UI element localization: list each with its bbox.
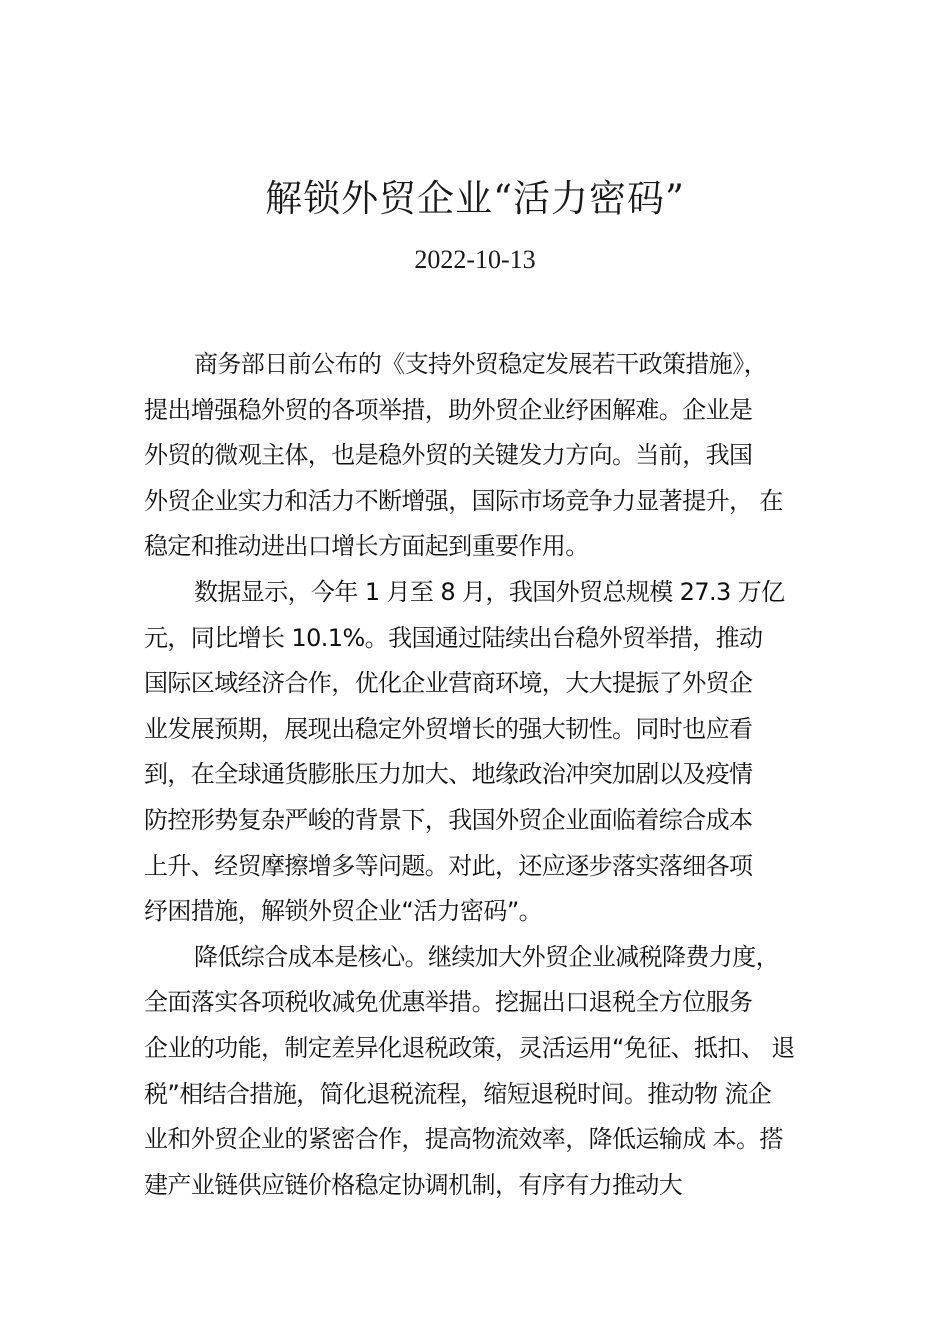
paragraph-line: 稳定和推动进出口增长方面起到重要作用。 <box>144 532 589 561</box>
paragraph-line: 外贸的微观主体，也是稳外贸的关键发力方向。当前，我国 <box>144 441 753 470</box>
paragraph-line: 外贸企业实力和活力不断增强，国际市场竞争力显著提升， 在 <box>144 486 783 515</box>
article-date: 2022-10-13 <box>414 245 536 274</box>
paragraph-line: 防控形势复杂严峻的背景下，我国外贸企业面临着综合成本 <box>144 805 753 834</box>
paragraph-line: 业和外贸企业的紧密合作，提高物流效率，降低运输成 本。搭 <box>144 1125 783 1154</box>
paragraph-line: 元，同比增长 10.1%。我国通过陆续出台稳外贸举措，推动 <box>144 623 763 652</box>
paragraph-3 <box>144 935 834 1209</box>
paragraph-line: 商务部日前公布的《支持外贸稳定发展若干政策措施》， <box>194 350 767 378</box>
paragraph-line: 税”相结合措施，简化退税流程，缩短退税时间。推动物 流企 <box>144 1079 772 1108</box>
paragraph-line: 业发展预期，展现出稳定外贸增长的强大韧性。同时也应看 <box>144 714 753 743</box>
paragraph-line: 数据显示，今年 1 月至 8 月，我国外贸总规模 27.3 万亿 <box>194 577 785 606</box>
paragraph-line: 到，在全球通货膨胀压力加大、地缘政治冲突加剧以及疫情 <box>144 760 753 789</box>
paragraph-line: 上升、经贸摩擦增多等问题。对此，还应逐步落实落细各项 <box>144 851 753 880</box>
paragraph-2 <box>144 570 834 935</box>
paragraph-line: 国际区域经济合作，优化企业营商环境，大大提振了外贸企 <box>144 669 753 698</box>
article-title: 解锁外贸企业“活力密码” <box>265 177 685 220</box>
paragraph-line: 建产业链供应链价格稳定协调机制，有序有力推动大 <box>144 1170 683 1199</box>
paragraph-line: 提出增强稳外贸的各项举措，助外贸企业纾困解难。企业是 <box>144 395 753 424</box>
paragraph-line: 降低综合成本是核心。继续加大外贸企业减税降费力度， <box>194 942 779 971</box>
paragraph-1 <box>144 342 834 570</box>
paragraph-line: 纾困措施，解锁外贸企业“活力密码”。 <box>144 897 543 926</box>
paragraph-line: 全面落实各项税收减免优惠举措。挖掘出口退税全方位服务 <box>144 988 753 1017</box>
paragraph-line: 企业的功能，制定差异化退税政策，灵活运用“免征、抵扣、 退 <box>144 1033 795 1062</box>
article-body <box>144 342 834 1208</box>
